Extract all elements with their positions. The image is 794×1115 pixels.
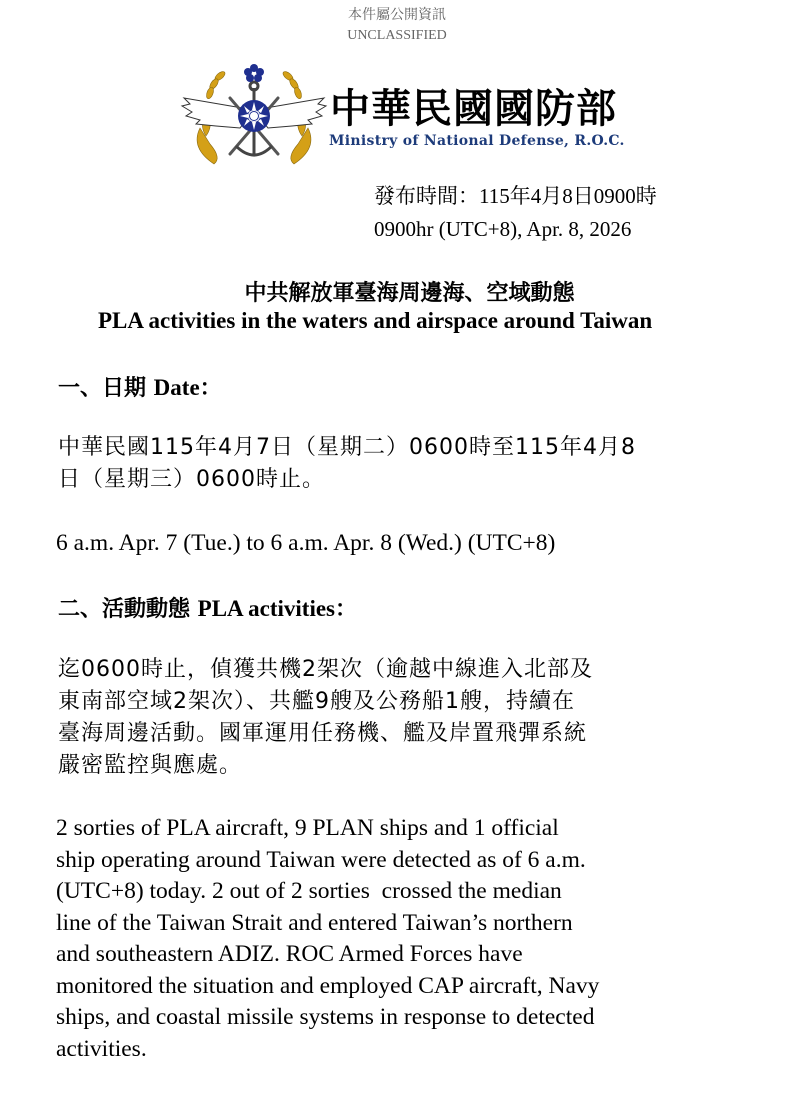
section-date-heading-colon: ： xyxy=(199,376,222,401)
section-activities-heading-en: PLA activities xyxy=(197,596,336,621)
section-date-en xyxy=(56,528,756,560)
release-time-en: 0900hr (UTC+8), Apr. 8, 2026 xyxy=(374,217,632,241)
section-activities-en-line: and southeastern ADIZ. ROC Armed Forces have xyxy=(56,941,523,967)
ministry-name-zh: 中華民國國防部 xyxy=(330,86,617,132)
section-activities-heading-zh: 二、活動動態 xyxy=(58,597,198,622)
section-date-heading xyxy=(58,371,222,402)
section-activities-en-line: monitored the situation and employed CAP aircraft, Navy xyxy=(56,972,600,999)
release-time xyxy=(374,180,657,246)
classification-banner xyxy=(0,6,794,46)
section-activities-en-line: 2 sorties of PLA aircraft, 9 PLAN ships and 1 official xyxy=(56,815,559,841)
ministry-name-en: Ministry of National Defense, R.O.C. xyxy=(329,133,625,149)
mnd-emblem-icon xyxy=(180,58,328,174)
section-date-heading-zh: 一、日期 xyxy=(58,376,154,401)
section-date-zh xyxy=(58,432,748,496)
section-activities-zh-line: 嚴密監控與應處。 xyxy=(58,753,243,778)
section-date-heading-en: Date xyxy=(153,375,200,400)
section-activities-zh-line: 東南部空域2架次）、共艦9艘及公務船1艘，持續在 xyxy=(58,689,575,714)
section-activities-en-line: activities. xyxy=(56,1035,147,1062)
classification-en: UNCLASSIFIED xyxy=(347,28,447,43)
section-activities-en xyxy=(56,813,756,1065)
section-activities-zh-line: 迄0600時止，偵獲共機2架次（逾越中線進入北部及 xyxy=(58,657,593,682)
section-activities-heading-colon: ： xyxy=(335,597,358,622)
classification-zh: 本件屬公開資訊 xyxy=(348,8,446,23)
section-activities-heading xyxy=(58,592,357,623)
section-activities-zh xyxy=(58,654,748,782)
section-activities-en-line: line of the Taiwan Strait and entered Taiwan’s northern xyxy=(56,909,573,936)
section-date-zh-line: 中華民國115年4月7日（星期二）0600時至115年4月8 xyxy=(58,435,636,460)
page-title-zh: 中共解放軍臺海周邊海、空域動態 xyxy=(244,281,575,306)
section-activities-en-line: (UTC+8) today. 2 out of 2 sorties crossed the median xyxy=(56,878,562,904)
section-activities-zh-line: 臺海周邊活動。國軍運用任務機、艦及岸置飛彈系統 xyxy=(58,721,588,746)
release-time-zh: 發布時間：115年4月8日0900時 xyxy=(374,184,657,208)
section-date-en-line: 6 a.m. Apr. 7 (Tue.) to 6 a.m. Apr. 8 (Wed.) (UTC+8) xyxy=(56,530,556,556)
page-title-en: PLA activities in the waters and airspace around Taiwan xyxy=(98,308,653,333)
section-date-zh-line: 日（星期三）0600時止。 xyxy=(58,467,325,492)
section-activities-en-line: ship operating around Taiwan were detected as of 6 a.m. xyxy=(56,846,586,873)
section-activities-en-line: ships, and coastal missile systems in response to detected xyxy=(56,1004,595,1030)
